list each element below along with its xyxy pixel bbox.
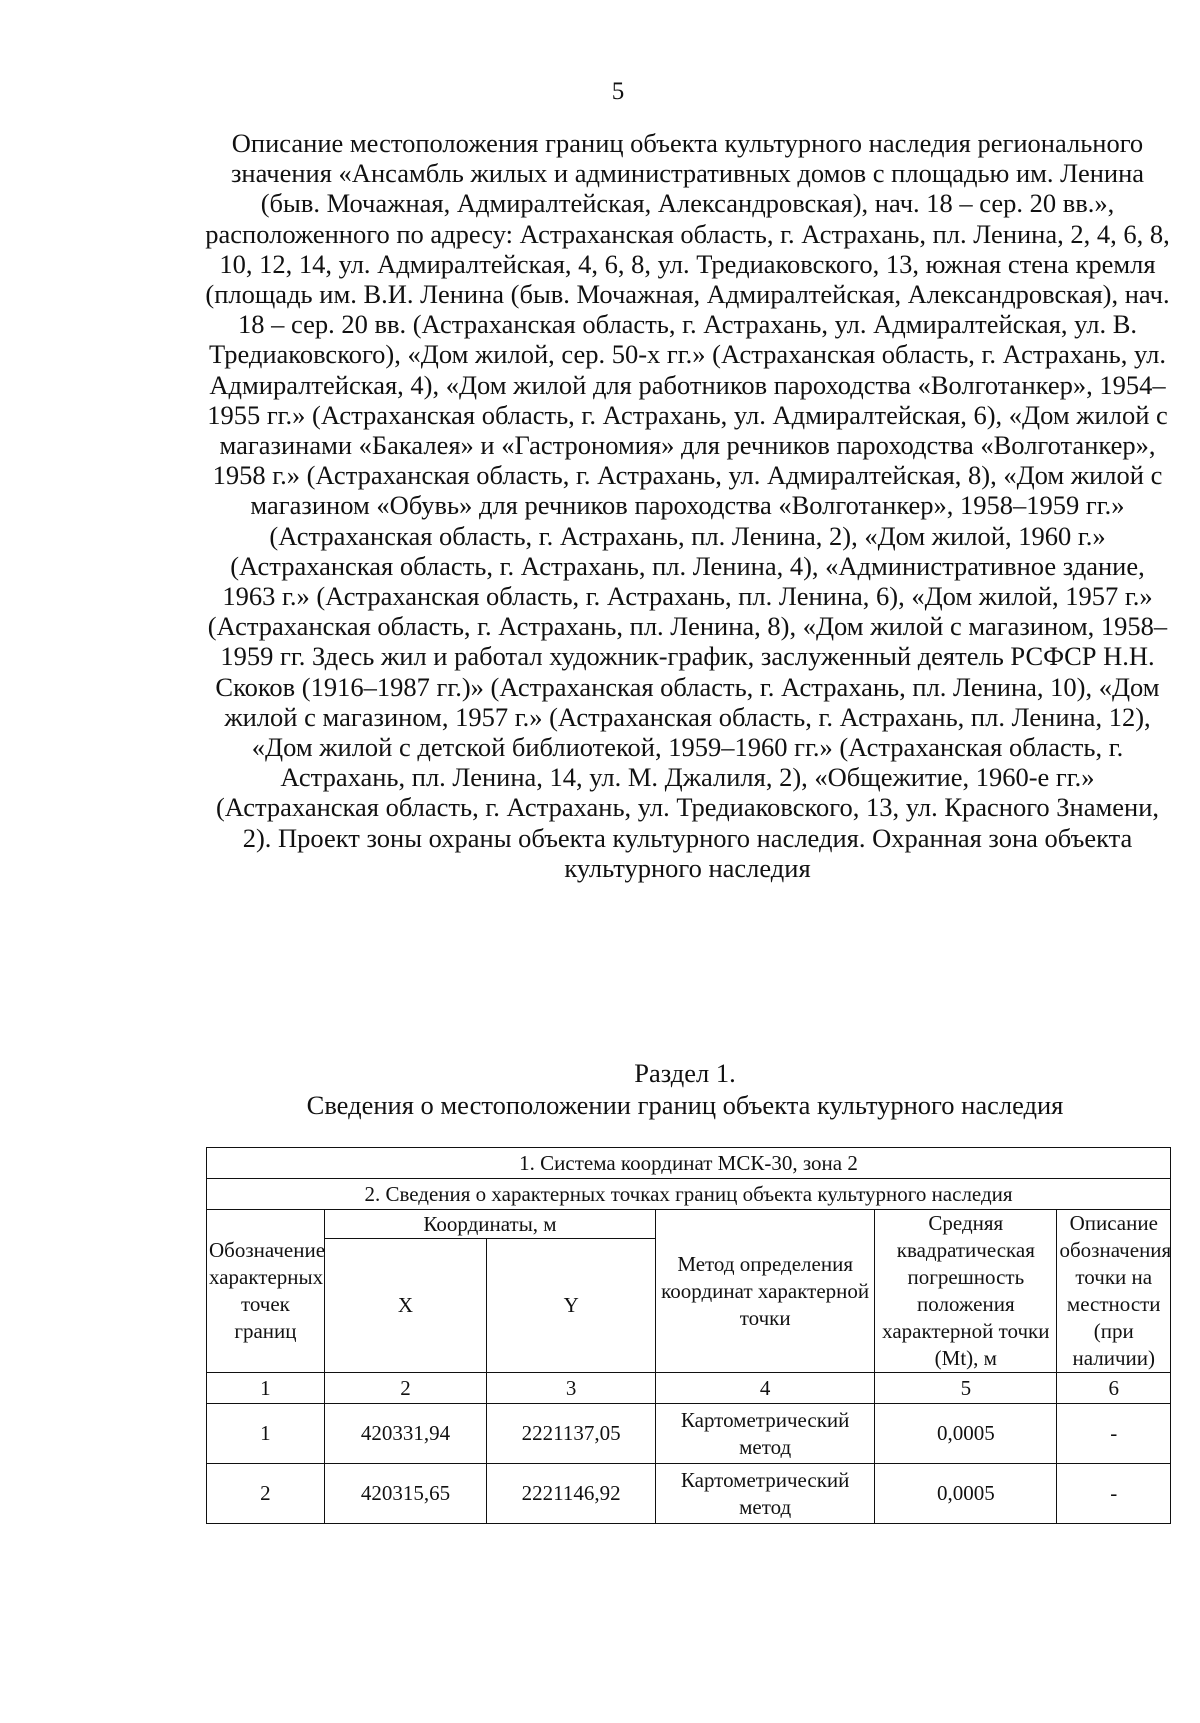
header-y: Y bbox=[487, 1239, 656, 1373]
header-description: Описание обозначения точки на местности (при наличии) bbox=[1057, 1210, 1171, 1373]
table-row bbox=[207, 1404, 1171, 1464]
header-row bbox=[207, 1210, 1171, 1239]
x-cell: 420315,65 bbox=[324, 1464, 486, 1524]
table-row bbox=[207, 1464, 1171, 1524]
column-number: 3 bbox=[487, 1373, 656, 1404]
description-cell: - bbox=[1057, 1404, 1171, 1464]
method-cell: Картометрический метод bbox=[656, 1464, 875, 1524]
column-numbers-row bbox=[207, 1373, 1171, 1404]
column-number: 5 bbox=[875, 1373, 1057, 1404]
section-title: Раздел 1. bbox=[634, 1058, 736, 1088]
description-cell: - bbox=[1057, 1464, 1171, 1524]
coordinates-table bbox=[206, 1147, 1171, 1524]
column-number: 4 bbox=[656, 1373, 875, 1404]
method-cell: Картометрический метод bbox=[656, 1404, 875, 1464]
points-info-row bbox=[207, 1179, 1171, 1210]
header-error: Средняя квадратическая погрешность положения характерной точки (Mt), м bbox=[875, 1210, 1057, 1373]
column-number: 1 bbox=[207, 1373, 325, 1404]
error-cell: 0,0005 bbox=[875, 1464, 1057, 1524]
boundary-description: Описание местоположения границ объекта культурного наследия регионального значения «Ансамбль жилых и административных домов с площадью им. Ленина (быв. Мочажная, Адмиралтейская, Александровская), нач. 18 – сер. 20 вв.», расположенного по адресу: Астраханская область, г. Астрахань, пл. Ленина, 2, 4, 6, 8, 10, 12, 14, ул. Адмиралтейская, 4, 6, 8, ул. Тредиаковского, 13, южная стена кремля (площадь им. В.И. Ленина (быв. Мочажная, Адмиралтейская, Александровская), нач. 18 – сер. 20 вв. (Астраханская область, г. Астрахань, ул. Адмиралтейская, ул. В. Тредиаковского), «Дом жилой, сер. 50-х гг.» (Астраханская область, г. Астрахань, ул. Адмиралтейская, 4), «Дом жилой для работников пароходства «Волготанкер», 1954–1955 гг.» (Астраханская область, г. Астрахань, ул. Адмиралтейская, 6), «Дом жилой с магазинами «Бакалея» и «Гастрономия» для речников пароходства «Волготанкер», 1958 г.» (Астраханская область, г. Астрахань, ул. Адмиралтейская, 8), «Дом жилой с магазином «Обувь» для речников пароходства «Волготанкер», 1958–1959 гг.» (Астраханская область, г. Астрахань, пл. Ленина, 2), «Дом жилой, 1960 г.» (Астраханская область, г. Астрахань, пл. Ленина, 4), «Административное здание, 1963 г.» (Астраханская область, г. Астрахань, пл. Ленина, 6), «Дом жилой, 1957 г.» (Астраханская область, г. Астрахань, пл. Ленина, 8), «Дом жилой с магазином, 1958–1959 гг. Здесь жил и работал художник-график, заслуженный деятель РСФСР Н.Н. Скоков (1916–1987 гг.)» (Астраханская область, г. Астрахань, пл. Ленина, 10), «Дом жилой с магазином, 1957 г.» (Астраханская область, г. Астрахань, пл. Ленина, 12), «Дом жилой с детской библиотекой, 1959–1960 гг.» (Астраханская область, г. Астрахань, пл. Ленина, 14, ул. М. Джалиля, 2), «Общежитие, 1960-е гг.» (Астраханская область, г. Астрахань, ул. Тредиаковского, 13, ул. Красного Знамени, 2). Проект зоны охраны объекта культурного наследия. Охранная зона объекта культурного наследия bbox=[205, 128, 1170, 883]
point-cell: 2 bbox=[207, 1464, 325, 1524]
y-cell: 2221146,92 bbox=[487, 1464, 656, 1524]
section-subtitle: Сведения о местоположении границ объекта культурного наследия bbox=[306, 1090, 1064, 1120]
y-cell: 2221137,05 bbox=[487, 1404, 656, 1464]
error-cell: 0,0005 bbox=[875, 1404, 1057, 1464]
x-cell: 420331,94 bbox=[324, 1404, 486, 1464]
header-designation: Обозначение характерных точек границ bbox=[207, 1210, 325, 1373]
header-coordinates: Координаты, м bbox=[324, 1210, 655, 1239]
coordinate-system-cell: 1. Система координат МСК-30, зона 2 bbox=[207, 1148, 1171, 1179]
page-number: 5 bbox=[611, 78, 625, 105]
header-x: X bbox=[324, 1239, 486, 1373]
column-number: 2 bbox=[324, 1373, 486, 1404]
column-number: 6 bbox=[1057, 1373, 1171, 1404]
coordinate-system-row bbox=[207, 1148, 1171, 1179]
header-method: Метод определения координат характерной точки bbox=[656, 1210, 875, 1373]
points-info-cell: 2. Сведения о характерных точках границ объекта культурного наследия bbox=[207, 1179, 1171, 1210]
point-cell: 1 bbox=[207, 1404, 325, 1464]
